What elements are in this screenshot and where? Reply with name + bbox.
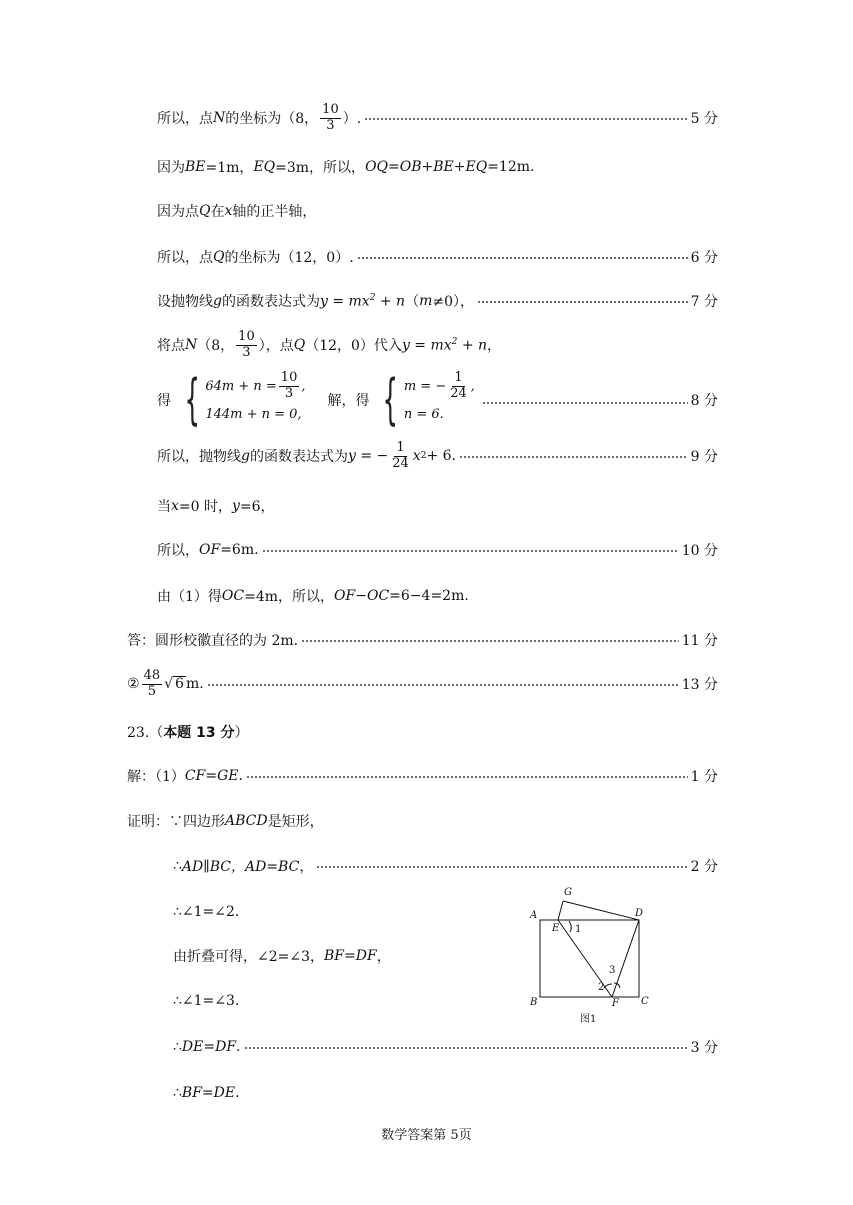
eq-part: , (470, 378, 475, 394)
formula-part: x (412, 448, 421, 464)
formula-part: + n (457, 337, 488, 354)
equation: BF=DF (324, 948, 377, 964)
text: =12m. (487, 159, 535, 175)
text: 设抛物线 (157, 294, 213, 310)
text: 23.（ (127, 725, 164, 741)
formula-part: y = − (347, 448, 389, 464)
label-c: C (641, 996, 649, 1007)
numerator: 10 (280, 369, 298, 385)
text: 的坐标为（8， (225, 111, 319, 127)
label-b: B (530, 997, 538, 1008)
label-f: F (612, 998, 619, 1009)
line-parabola-result (157, 439, 718, 471)
text: . (238, 768, 243, 784)
score: 6 分 (690, 250, 718, 266)
brace: { (382, 368, 399, 431)
sqrt-sign: √ (164, 676, 174, 692)
equation-system (175, 368, 306, 431)
formula-part: y = mx (319, 293, 370, 310)
text: ∴ (173, 858, 182, 874)
var: x (224, 203, 233, 219)
var: ABCD (225, 813, 268, 829)
text: =1m， (205, 160, 254, 176)
segment-ge (558, 901, 563, 920)
label-angle-1: 1 (575, 924, 582, 935)
line-part-two (127, 667, 718, 699)
text: =4m，所以， (244, 589, 335, 605)
dot-leader (482, 372, 688, 428)
denominator: 3 (242, 344, 251, 360)
line-proof-start (127, 809, 324, 833)
dot-leader (262, 538, 679, 562)
score: 7 分 (690, 294, 718, 310)
dot-leader (207, 672, 679, 696)
system-rows (205, 369, 306, 428)
text: . (236, 1039, 241, 1055)
numerator: 1 (396, 439, 405, 455)
system-row: 144m + n = 0, (205, 406, 302, 422)
equation: OQ=OB+BE+EQ (365, 159, 488, 175)
text: 解，得 (327, 393, 370, 409)
text: =6m. (220, 542, 259, 558)
fraction (279, 371, 300, 402)
formula-part: y = mx (401, 337, 452, 354)
numerator: 10 (322, 101, 339, 117)
line-solution-1 (127, 764, 718, 788)
text: （12，0）代入 (305, 338, 402, 354)
text: 的函数表达式为 (249, 449, 348, 465)
line-ad-bc (173, 854, 718, 878)
score: 1 分 (690, 769, 718, 785)
formula (320, 293, 405, 310)
equation: DE=DF (181, 1039, 237, 1055)
dot-leader (364, 106, 687, 130)
figure-caption: 图1 (580, 1014, 597, 1025)
text: 的坐标为（12，0）. (224, 250, 354, 266)
label-e: E (552, 923, 560, 934)
text: =6−4=2m. (389, 588, 469, 604)
line-fold (173, 944, 391, 968)
dot-leader (357, 245, 688, 269)
var: x (171, 498, 179, 514)
dot-leader (244, 1035, 688, 1059)
var: Q (293, 337, 306, 353)
text: 得 (157, 393, 171, 409)
text: ）. (342, 111, 362, 127)
line-oq-length (157, 155, 534, 179)
denominator: 3 (326, 117, 335, 133)
score: 11 分 (681, 633, 718, 649)
label-d: D (635, 908, 644, 919)
var: N (185, 337, 198, 353)
eq-part: , (301, 378, 306, 394)
text: ），点 (258, 338, 294, 354)
line-equation-system (157, 368, 718, 431)
solution-system (373, 368, 475, 431)
text: =3m，所以， (275, 160, 366, 176)
line-answer (127, 628, 718, 652)
line-de-df (173, 1035, 718, 1059)
line-of (157, 538, 718, 562)
var: y (232, 498, 240, 514)
text: ， (376, 949, 391, 965)
text: （8， (197, 338, 235, 354)
var: OF (199, 542, 221, 558)
var: EQ (253, 159, 276, 175)
text: （ (405, 294, 420, 310)
fraction (320, 103, 341, 134)
var: m (419, 293, 433, 309)
exponent: 2 (420, 451, 427, 461)
exponent: 2 (369, 292, 376, 303)
dot-leader (316, 854, 687, 878)
text: ， (299, 859, 314, 875)
var: Q (199, 203, 211, 219)
text: 答：圆形校徽直径的为 2m. (127, 633, 299, 649)
line-angle-1-3 (173, 989, 239, 1013)
dot-leader (459, 444, 688, 468)
dot-leader (301, 628, 679, 652)
line-parabola-form (157, 289, 718, 313)
text: ≠0）， (432, 294, 474, 310)
text: 所以，点 (157, 111, 213, 127)
line-substitute (157, 328, 502, 360)
text: 所以， (157, 543, 199, 559)
text: 由折叠可得，∠2=∠3， (173, 949, 325, 965)
text: 是矩形， (267, 814, 324, 830)
text: 将点 (157, 338, 185, 354)
score: 8 分 (690, 393, 718, 409)
denominator: 3 (284, 385, 294, 401)
formula-part: + 6. (426, 448, 456, 464)
system-row (403, 369, 475, 401)
page-footer: 数学答案第 5页 (381, 1128, 472, 1143)
exponent: 2 (451, 336, 458, 347)
system-row: n = 6. (403, 406, 444, 422)
fraction (236, 330, 257, 361)
line-of-oc (157, 584, 469, 608)
text: m. (185, 676, 204, 692)
eq-part: m = − (403, 378, 447, 394)
angle-1-arc (569, 921, 571, 932)
text: 的函数表达式为 (221, 294, 320, 310)
score: 2 分 (690, 859, 718, 875)
text: 解：（1） (127, 769, 185, 785)
equation: OF−OC (334, 588, 390, 604)
text: 因为点 (157, 204, 199, 220)
text: 所以，点 (157, 250, 213, 266)
numerator: 48 (143, 667, 161, 683)
text: =6， (239, 499, 275, 515)
label-angle-2: 2 (598, 982, 605, 993)
text: 证明：∵四边形 (127, 814, 225, 830)
radicand: 6 (175, 675, 184, 692)
text: ∴ (173, 1085, 182, 1101)
text: 由（1）得 (157, 589, 222, 605)
fraction (390, 441, 411, 472)
equation: CF=GE (184, 768, 239, 784)
text: ） (234, 725, 249, 741)
geometry-figure (518, 880, 658, 1032)
line-q-axis (157, 199, 316, 223)
segment-df (612, 920, 639, 997)
line-point-q (157, 245, 718, 269)
bold-text: 本题 13 分 (163, 725, 235, 741)
text: ∴ (173, 1039, 182, 1055)
score: 13 分 (681, 677, 718, 693)
line-x-zero (157, 494, 275, 518)
text: ∴∠1=∠3. (173, 993, 240, 1009)
text: =0 时， (178, 499, 232, 515)
label-g: G (564, 887, 572, 898)
circled-number: ② (127, 676, 140, 692)
denominator: 24 (450, 385, 467, 401)
text: ∴∠1=∠2. (173, 904, 240, 920)
brace: { (184, 368, 200, 431)
line-point-n (157, 101, 718, 133)
system-row (205, 369, 306, 401)
equation: BF=DE (181, 1085, 236, 1101)
denominator: 5 (147, 683, 156, 699)
text: 当 (157, 499, 171, 515)
dot-leader (477, 289, 688, 313)
score: 5 分 (690, 111, 718, 127)
var: OC (221, 588, 245, 604)
denominator: 24 (392, 455, 409, 471)
var: Q (213, 249, 225, 265)
line-bf-de (173, 1081, 240, 1105)
fraction (142, 669, 163, 700)
line-angle-1-2 (173, 900, 239, 924)
text: ， (487, 338, 502, 354)
question-23-heading (127, 720, 249, 744)
var: BE (185, 159, 206, 175)
score: 10 分 (681, 543, 718, 559)
text: 所以，抛物线 (157, 449, 241, 465)
system-rows (403, 369, 475, 428)
text: 轴的正半轴， (232, 204, 317, 220)
segment-gd (563, 901, 639, 920)
var-n: N (213, 110, 226, 126)
dot-leader (246, 764, 688, 788)
formula-part: + n (375, 293, 406, 310)
numerator: 1 (454, 369, 463, 385)
var: g (213, 293, 222, 309)
text: 因为 (157, 160, 185, 176)
numerator: 10 (238, 328, 255, 344)
text: 在 (210, 204, 225, 220)
score: 9 分 (690, 449, 718, 465)
label-angle-3: 3 (609, 965, 616, 976)
equation: AD∥BC，AD=BC (181, 859, 300, 875)
text: . (235, 1085, 240, 1101)
fraction (448, 371, 469, 402)
label-a: A (530, 910, 538, 921)
score: 3 分 (690, 1040, 718, 1056)
formula (402, 337, 487, 354)
eq-part: 64m + n = (205, 378, 277, 394)
var: g (241, 448, 250, 464)
